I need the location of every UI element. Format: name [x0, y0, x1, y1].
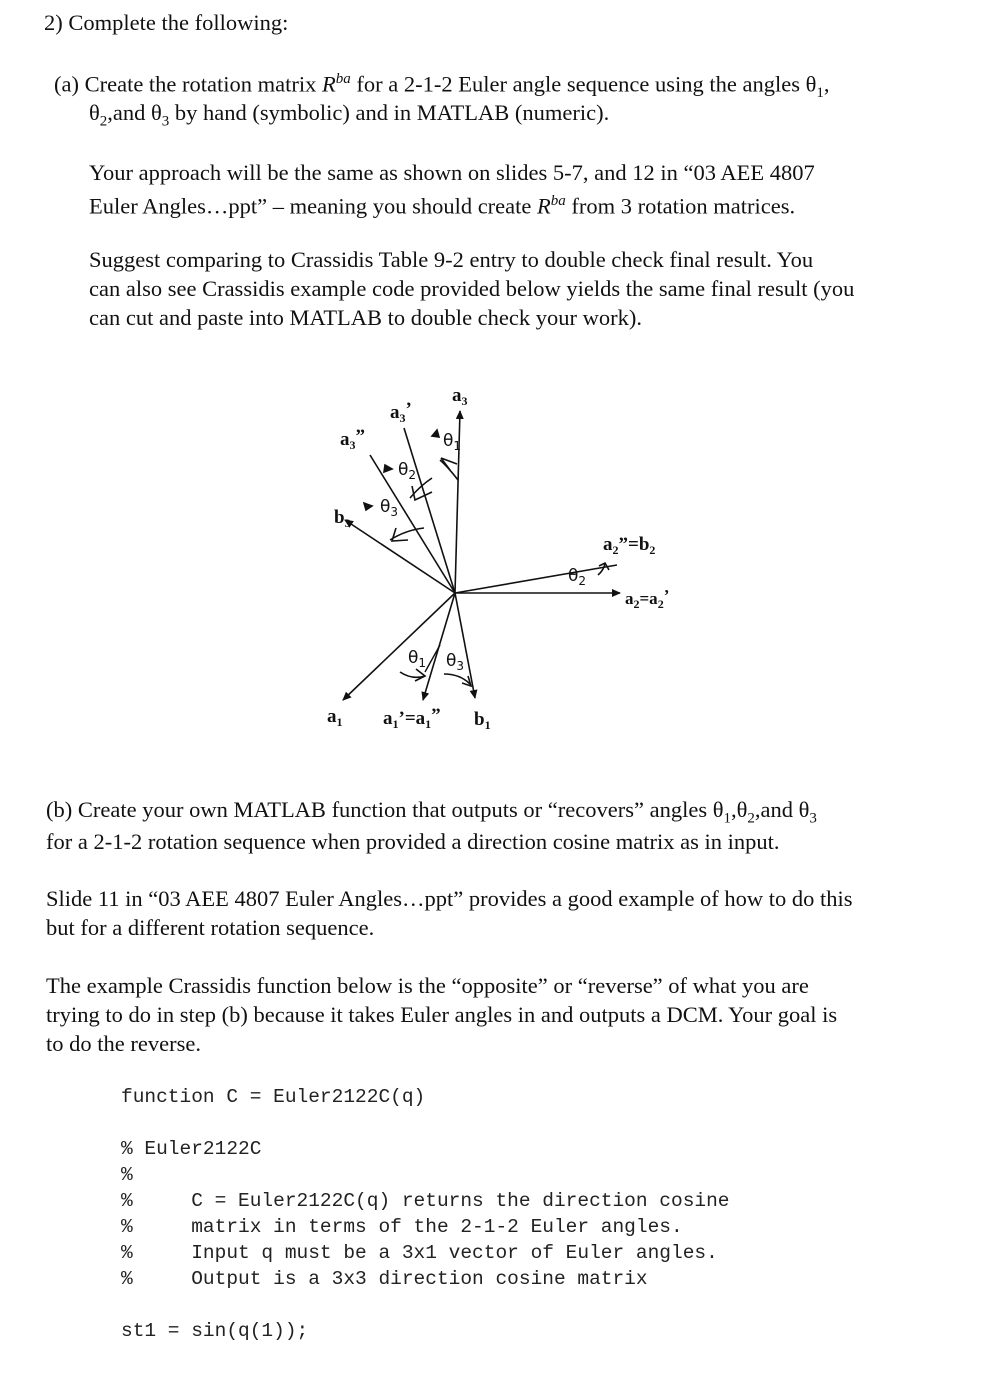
axis-a3-prime	[404, 428, 455, 593]
approach-text-end: from 3 rotation matrices.	[565, 193, 796, 219]
axis-a2-double-prime	[455, 565, 617, 593]
code-statement-st1: st1 = sin(q(1));	[121, 1320, 309, 1342]
theta-1-subscript: 1	[816, 85, 824, 101]
part-a-suggest-line-2: can also see Crassidis example code provided below yields the same final result (you	[89, 276, 855, 301]
part-a-line-2-rest: by hand (symbolic) and in MATLAB (numeric).	[169, 100, 610, 125]
part-b-line-2: for a 2-1-2 rotation sequence when provided a direction cosine matrix as in input.	[46, 829, 780, 854]
part-b-slide-line-1: Slide 11 in “03 AEE 4807 Euler Angles…ppt” provides a good example of how to do this	[46, 886, 853, 911]
part-a-suggest-line-1: Suggest comparing to Crassidis Table 9-2 entry to double check final result. You	[89, 247, 814, 272]
part-a-approach-line-1: Your approach will be the same as shown on slides 5-7, and 12 in “03 AEE 4807	[89, 160, 815, 185]
b-theta-3-subscript: 3	[809, 810, 817, 827]
code-comment-input: % Input q must be a 3x1 vector of Euler angles.	[121, 1242, 718, 1264]
label-b1: $b_1$	[474, 709, 491, 732]
arrow-theta2-indicator	[384, 465, 392, 472]
code-comment-blank: %	[121, 1164, 133, 1186]
label-a1: $a_1$	[327, 706, 343, 729]
part-b-slide-line-2: but for a different rotation sequence.	[46, 915, 375, 940]
code-comment-desc-2: % matrix in terms of the 2-1-2 Euler angles.	[121, 1216, 683, 1238]
approach-text: Euler Angles…ppt” – meaning you should create	[89, 193, 538, 219]
label-b3: $b_3$	[334, 507, 351, 530]
b-and-theta: ,and θ	[754, 797, 810, 822]
label-a1-prime-a1-double-prime: $a_1’=a_1$”	[383, 705, 441, 731]
rotation-matrix-symbol: R	[322, 71, 336, 97]
label-a3-double-prime: $a_3$”	[340, 426, 365, 452]
label-theta3-bottom: $\theta_3$	[446, 651, 465, 673]
label-theta2-right: $\theta_2$	[568, 566, 587, 588]
part-a-angles-text: for a 2-1-2 Euler angle sequence using the angles θ	[350, 71, 817, 97]
axis-b1	[455, 593, 475, 698]
part-b-example-line-1: The example Crassidis function below is the “opposite” or “reverse” of what you are	[46, 973, 809, 998]
part-b-intro: (b) Create your own MATLAB function that outputs or “recovers” angles θ	[46, 797, 724, 822]
axis-b3	[345, 520, 455, 593]
problem-heading: 2) Complete the following:	[44, 10, 289, 35]
code-function-signature: function C = Euler2122C(q)	[121, 1086, 426, 1108]
label-a2-a2-prime: $a_2=a_2$’	[625, 586, 670, 611]
code-comment-output: % Output is a 3x3 direction cosine matrix	[121, 1268, 648, 1290]
label-theta1-top: $\theta_1$	[443, 431, 462, 453]
b-theta-1-subscript: 1	[723, 810, 731, 827]
code-comment-name: % Euler2122C	[121, 1138, 262, 1160]
label-a2-double-prime-b2: $a_2”=b_2$	[603, 534, 656, 557]
label-theta1-bottom: $\theta_1$	[408, 648, 427, 670]
theta-2-subscript: 2	[99, 113, 108, 130]
rotation-matrix-superscript: ba	[335, 71, 351, 87]
label-a3-prime: $a_3$’	[390, 399, 412, 425]
part-b-example-line-2: trying to do in step (b) because it takes Euler angles in and outputs a DCM. Your goal is	[46, 1002, 838, 1027]
rotation-matrix-symbol-2: R	[537, 193, 551, 219]
theta-3-subscript: 3	[161, 113, 170, 130]
code-comment-desc-1: % C = Euler2122C(q) returns the direction cosine	[121, 1190, 730, 1212]
arrow-theta3-indicator	[364, 503, 372, 510]
b-comma-theta: ,θ	[730, 797, 748, 822]
part-a-intro: (a) Create the rotation matrix	[54, 71, 323, 97]
theta-2-symbol: θ	[89, 100, 100, 125]
label-a3: $a_3$	[452, 385, 468, 408]
comma: ,	[823, 71, 830, 97]
rotation-matrix-superscript-2: ba	[550, 193, 566, 209]
arc-theta3-bottom	[444, 674, 470, 684]
part-b-example-line-3: to do the reverse.	[46, 1031, 201, 1056]
arrow-theta1-indicator	[432, 430, 439, 437]
part-a-suggest-line-3: can cut and paste into MATLAB to double check your work).	[89, 305, 642, 330]
label-theta3-top: $\theta_3$	[380, 497, 399, 519]
label-theta2-top: $\theta_2$	[398, 460, 417, 482]
b-theta-2-subscript: 2	[747, 810, 755, 827]
and-theta-3: ,and θ	[107, 100, 162, 125]
